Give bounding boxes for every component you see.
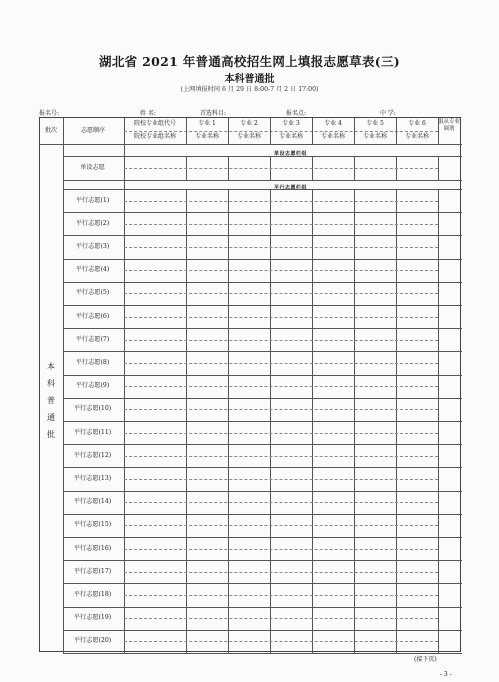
grid-line (124, 409, 438, 410)
header-school-code: 院校专业组代号 (133, 120, 176, 127)
grid-line (63, 259, 462, 260)
grid-line (438, 282, 439, 305)
header-major-name-2: 专业名称 (236, 133, 261, 140)
grid-line (63, 630, 462, 631)
header-major-2: 专业 2 (240, 120, 258, 127)
parallel-volunteer-label: 平行志愿(10) (73, 405, 112, 413)
grid-line (63, 607, 462, 608)
grid-line (63, 180, 462, 181)
parallel-volunteer-label: 平行志愿(16) (73, 544, 112, 552)
grid-line (63, 212, 462, 213)
grid-line (124, 168, 438, 169)
grid-line (438, 467, 439, 490)
parallel-volunteer-label: 平行志愿(13) (73, 475, 112, 482)
header-major-name-5: 专业名称 (362, 133, 387, 140)
parallel-volunteer-label: 平行志愿(5) (75, 289, 110, 297)
grid-line (438, 630, 439, 653)
parallel-volunteer-label: 平行志愿(3) (75, 243, 110, 250)
header-major-1: 专业 1 (198, 120, 216, 127)
grid-line (124, 270, 438, 271)
single-volunteer-band: 单设志愿栏组 (273, 151, 307, 157)
grid-line (438, 118, 439, 144)
grid-line (124, 433, 438, 434)
grid-line (438, 491, 439, 514)
parallel-volunteer-label: 平行志愿(4) (75, 266, 110, 274)
info-first-subject: 首选科目: (200, 110, 227, 117)
grid-line (438, 537, 439, 560)
grid-line (124, 293, 438, 294)
batch-name-char: 科 (47, 379, 55, 388)
grid-line (63, 444, 462, 445)
grid-line (438, 156, 439, 180)
grid-line (63, 351, 462, 352)
grid-line (124, 224, 438, 225)
parallel-volunteer-label: 平行志愿(9) (75, 382, 110, 390)
filing-time-notice: (上网填报时间 6 月 29 日 8:00-7 月 2 日 17:00) (180, 86, 319, 93)
parallel-volunteer-label: 平行志愿(6) (75, 312, 110, 320)
form-subtitle: 本科普通批 (224, 74, 275, 85)
batch-name-char: 通 (47, 413, 55, 422)
grid-line (124, 572, 438, 573)
grid-line (63, 156, 462, 157)
parallel-volunteer-label: 平行志愿(8) (75, 359, 110, 366)
parallel-volunteer-band: 平行志愿栏组 (273, 185, 307, 191)
grid-line (438, 398, 439, 421)
grid-line (438, 583, 439, 606)
batch-name-char: 本 (47, 362, 55, 371)
grid-line (124, 201, 438, 202)
header-major-6: 专业 6 (408, 120, 426, 127)
info-registration-number: 报名号: (39, 110, 60, 117)
parallel-volunteer-label: 平行志愿(18) (73, 591, 112, 598)
grid-line (63, 537, 462, 538)
grid-line (124, 641, 438, 642)
grid-line (124, 618, 438, 619)
grid-line (63, 282, 462, 283)
grid-line (124, 363, 438, 364)
grid-line (63, 189, 462, 190)
batch-name-char: 普 (47, 396, 55, 405)
grid-line (124, 317, 438, 318)
grid-line (124, 456, 438, 457)
header-major-name-4: 专业名称 (320, 133, 345, 140)
grid-line (438, 328, 439, 351)
info-school: 中 学: (380, 110, 396, 117)
grid-line (124, 502, 438, 503)
grid-line (438, 189, 439, 212)
grid-line (438, 607, 439, 630)
grid-line (63, 583, 462, 584)
header-major-5: 专业 5 (366, 120, 384, 127)
grid-line (63, 398, 462, 399)
grid-line (63, 421, 462, 422)
grid-line (63, 560, 462, 561)
grid-line (40, 144, 462, 145)
header-major-4: 专业 4 (324, 120, 342, 127)
parallel-volunteer-label: 平行志愿(1) (75, 196, 110, 204)
grid-line (438, 212, 439, 235)
parallel-volunteer-label: 平行志愿(11) (73, 428, 112, 436)
parallel-volunteer-label: 平行志愿(19) (73, 614, 112, 622)
grid-line (438, 444, 439, 467)
header-major-name-6: 专业名称 (404, 133, 429, 140)
info-name: 姓 名: (140, 110, 156, 117)
info-registration-site: 报名点: (286, 110, 307, 117)
header-order: 志愿顺序 (80, 127, 105, 134)
grid-line (124, 247, 438, 248)
grid-line (124, 549, 438, 550)
grid-line (124, 340, 438, 341)
next-page-note: (接下页) (414, 656, 437, 663)
volunteer-form-table (39, 117, 461, 652)
batch-name-char: 批 (47, 430, 55, 439)
batch-name (40, 358, 62, 443)
grid-line (63, 305, 462, 306)
parallel-volunteer-label: 平行志愿(20) (73, 637, 112, 645)
grid-line (63, 653, 462, 654)
parallel-volunteer-label: 平行志愿(12) (73, 451, 112, 459)
header-adjust: 服从专业调剂 (438, 119, 461, 132)
grid-line (63, 467, 462, 468)
grid-line (124, 386, 438, 387)
grid-line (438, 560, 439, 583)
grid-line (438, 421, 439, 444)
grid-line (438, 375, 439, 398)
grid-line (438, 351, 439, 374)
grid-line (438, 305, 439, 328)
grid-line (63, 235, 462, 236)
parallel-volunteer-label: 平行志愿(17) (73, 567, 112, 575)
grid-line (124, 595, 438, 596)
grid-line (63, 375, 462, 376)
header-batch: 批次 (44, 127, 57, 134)
header-school-name: 院校专业组名称 (133, 133, 176, 140)
page-number: - 3 - (440, 671, 452, 678)
grid-line (124, 131, 438, 132)
header-major-name-3: 专业名称 (278, 133, 303, 140)
header-major-name-1: 专业名称 (194, 133, 219, 140)
form-title: 湖北省 2021 年普通高校招生网上填报志愿草表(三) (99, 54, 400, 69)
parallel-volunteer-label: 平行志愿(14) (73, 498, 112, 506)
grid-line (438, 259, 439, 282)
grid-line (63, 514, 462, 515)
parallel-volunteer-label: 平行志愿(7) (75, 335, 110, 343)
grid-line (63, 491, 462, 492)
parallel-volunteer-label: 平行志愿(15) (73, 521, 112, 529)
grid-line (124, 525, 438, 526)
grid-line (438, 514, 439, 537)
grid-line (438, 235, 439, 258)
grid-line (124, 479, 438, 480)
grid-line (63, 328, 462, 329)
header-major-3: 专业 3 (282, 120, 300, 127)
single-volunteer-label: 单设志愿 (80, 164, 105, 171)
parallel-volunteer-label: 平行志愿(2) (75, 219, 110, 227)
